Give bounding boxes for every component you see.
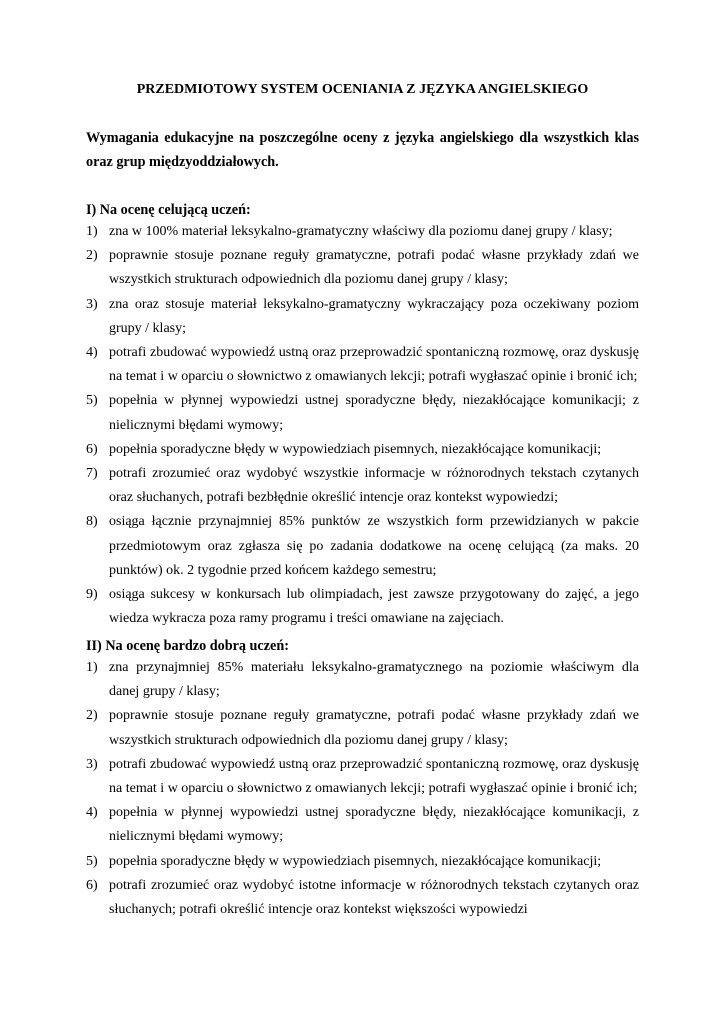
item-text: potrafi zrozumieć oraz wydobyć wszystkie informacje w różnorodnych tekstach czytanych oraz słuchanych, potrafi bezbłędnie określić intencje oraz kontekst wypowiedzi; <box>109 466 639 506</box>
item-text: poprawnie stosuje poznane reguły gramatyczne, potrafi podać własne przykłady zdań we wszystkich strukturach odpowiednich dla poziomu danej grupy / klasy; <box>109 248 639 288</box>
list-item <box>86 244 639 292</box>
list-item <box>86 656 639 704</box>
list-item <box>86 220 639 244</box>
item-number: 5) <box>86 853 98 869</box>
list-item <box>86 583 639 631</box>
item-text: popełnia sporadyczne błędy w wypowiedziach pisemnych, niezakłócające komunikacji; <box>109 441 602 457</box>
list-item <box>86 874 639 922</box>
list-item <box>86 438 639 462</box>
item-text: popełnia sporadyczne błędy w wypowiedziach pisemnych, niezakłócające komunikacji; <box>109 853 602 869</box>
list-item <box>86 753 639 801</box>
item-text: popełnia w płynnej wypowiedzi ustnej sporadyczne błędy, niezakłócające komunikacji, z nielicznymi błędami wymowy; <box>109 805 639 845</box>
item-text: zna oraz stosuje materiał leksykalno-gramatyczny wykraczający poza oczekiwany poziom grupy / klasy; <box>109 296 639 336</box>
section-heading-celujaca: I) Na ocenę celującą uczeń: <box>86 202 251 218</box>
item-number: 4) <box>86 805 98 821</box>
item-text: potrafi zbudować wypowiedź ustną oraz przeprowadzić spontaniczną rozmowę, oraz dyskusję na temat i w oparciu o słownictwo z omawianych lekcji; potrafi wygłaszać opinie i bronić ich; <box>109 756 639 797</box>
document-title: PRZEDMIOTOWY SYSTEM OCENIANIA Z JĘZYKA ANGIELSKIEGO <box>136 82 589 97</box>
item-number: 6) <box>86 877 98 893</box>
list-item <box>86 510 639 583</box>
item-number: 9) <box>86 587 98 603</box>
item-number: 6) <box>86 441 98 457</box>
section-heading-bardzo-dobra: II) Na ocenę bardzo dobrą uczeń: <box>86 638 289 654</box>
list-item <box>86 293 639 341</box>
item-number: 7) <box>86 466 98 482</box>
item-number: 1) <box>86 660 98 675</box>
item-text: osiąga łącznie przynajmniej 85% punktów ze wszystkich form przewidzianych w pakcie przedmiotowym oraz zgłasza się po zadania dodatkowe na ocenę celującą (za maks. 20 punktów) ok. 2 tygodnie przed końcem każdego semestru; <box>109 514 639 578</box>
list-item <box>86 389 639 437</box>
item-number: 3) <box>86 296 98 312</box>
item-text: potrafi zbudować wypowiedź ustną oraz przeprowadzić spontaniczną rozmowę, oraz dyskusję na temat i w oparciu o słownictwo z omawianych lekcji; potrafi wygłaszać opinie i bronić ich; <box>109 345 639 385</box>
list-item <box>86 850 639 874</box>
item-text: zna w 100% materiał leksykalno-gramatyczny właściwy dla poziomu danej grupy / klasy; <box>109 224 613 239</box>
item-number: 4) <box>86 345 98 361</box>
list-item <box>86 462 639 510</box>
intro-paragraph: Wymagania edukacyjne na poszczególne oceny z języka angielskiego dla wszystkich klas oraz grup międzyoddziałowych. <box>86 130 639 170</box>
item-number: 8) <box>86 514 98 530</box>
requirements-list-celujaca <box>86 220 639 631</box>
item-number: 1) <box>86 224 98 239</box>
item-text: potrafi zrozumieć oraz wydobyć istotne informacje w różnorodnych tekstach czytanych oraz słuchanych; potrafi określić intencje oraz kontekst większości wypowiedzi <box>109 877 639 918</box>
list-item <box>86 341 639 389</box>
item-text: poprawnie stosuje poznane reguły gramatyczne, potrafi podać własne przykłady zdań we wszystkich strukturach odpowiednich dla poziomu danej grupy / klasy; <box>109 708 639 748</box>
requirements-list-bardzo-dobra <box>86 656 639 922</box>
list-item <box>86 801 639 849</box>
list-item <box>86 704 639 752</box>
item-number: 2) <box>86 708 98 724</box>
item-number: 2) <box>86 248 98 264</box>
item-number: 3) <box>86 756 98 772</box>
item-text: osiąga sukcesy w konkursach lub olimpiadach, jest zawsze przygotowany do zajęć, a jego wiedza wykracza poza ramy programu i treści omawiane na zajęciach. <box>109 587 639 627</box>
item-text: popełnia w płynnej wypowiedzi ustnej sporadyczne błędy, niezakłócające komunikacji; z nielicznymi błędami wymowy; <box>109 393 639 433</box>
item-text: zna przynajmniej 85% materiału leksykalno-gramatycznego na poziomie właściwym dla danej grupy / klasy; <box>109 660 639 700</box>
item-number: 5) <box>86 393 98 409</box>
